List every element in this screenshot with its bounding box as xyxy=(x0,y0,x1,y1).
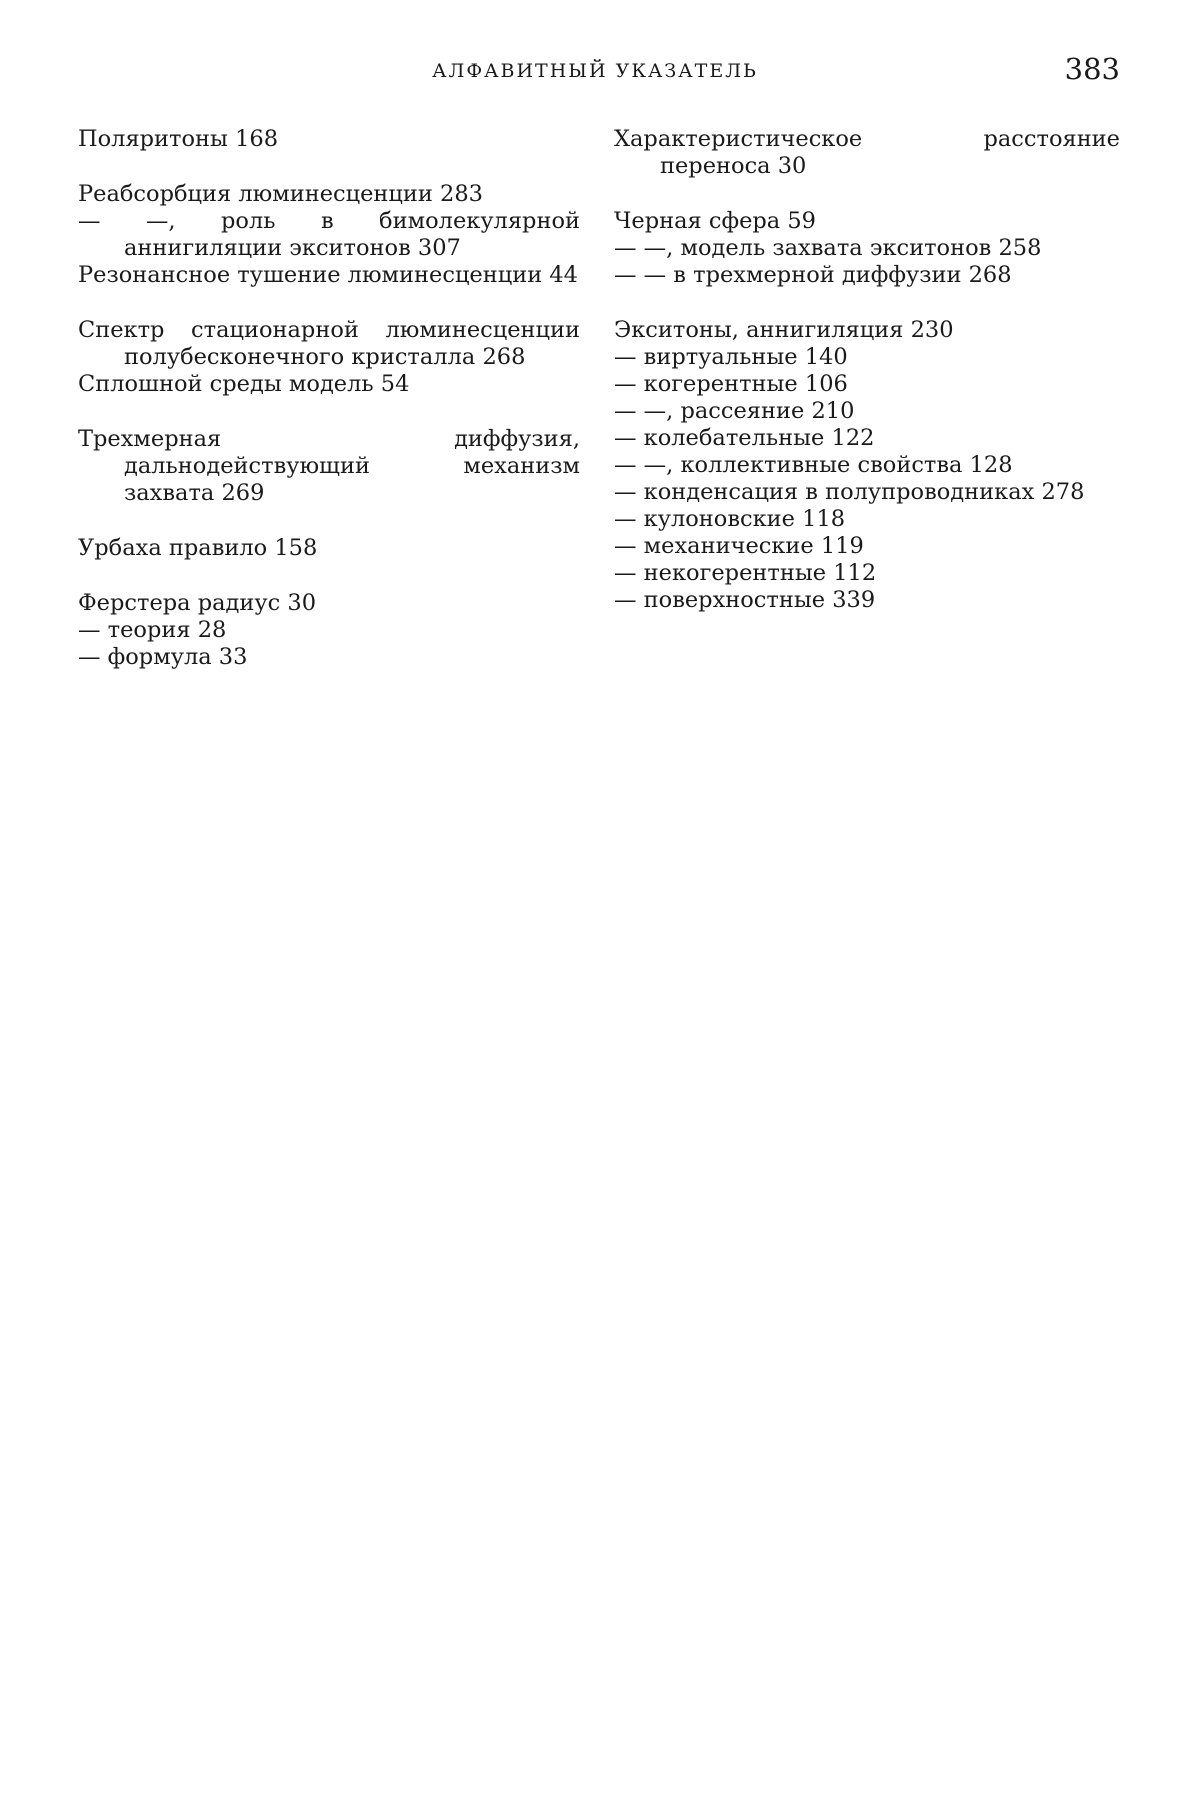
index-group xyxy=(78,535,580,562)
index-entry: — —, коллективные свойства 128 xyxy=(614,452,1013,478)
index-entry: Резонансное тушение люминесценции 44 xyxy=(78,262,578,288)
index-entry: — —, рассеяние 210 xyxy=(614,398,855,424)
index-group xyxy=(614,126,1120,180)
index-entry: Реабсорбция люминесценции 283 xyxy=(78,181,483,207)
page-number: 383 xyxy=(1064,52,1120,86)
index-entry: — теория 28 xyxy=(78,617,227,643)
index-group xyxy=(78,317,580,398)
index-entry: Сплошной среды модель 54 xyxy=(78,371,410,397)
index-entry: Поляритоны 168 xyxy=(78,126,279,152)
index-group xyxy=(614,208,1120,289)
index-entry: — поверхностные 339 xyxy=(614,587,876,613)
index-entry: Спектр стационарной люминесценции полубесконечного кристалла 268 xyxy=(78,317,580,370)
index-entry: — когерентные 106 xyxy=(614,371,848,397)
index-entry: — колебательные 122 xyxy=(614,425,875,451)
page-header xyxy=(70,52,1120,92)
index-entry: — —, роль в бимолекулярной аннигиляции экситонов 307 xyxy=(78,208,580,261)
index-group xyxy=(78,590,580,671)
index-entry: Черная сфера 59 xyxy=(614,208,816,234)
index-entry: — —, модель захвата экситонов 258 xyxy=(614,235,1042,261)
index-entry: — — в трехмерной диффузии 268 xyxy=(614,262,1012,288)
index-group xyxy=(614,317,1120,614)
index-entry: Трехмерная диффузия, дальнодействующий механизм захвата 269 xyxy=(78,426,580,506)
index-entry: Экситоны, аннигиляция 230 xyxy=(614,317,954,343)
index-column-right xyxy=(614,126,1120,642)
index-entry: — виртуальные 140 xyxy=(614,344,848,370)
index-entry: — кулоновские 118 xyxy=(614,506,846,532)
running-title: АЛФАВИТНЫЙ УКАЗАТЕЛЬ xyxy=(432,60,758,82)
index-entry: Урбаха правило 158 xyxy=(78,535,318,561)
index-group xyxy=(78,426,580,507)
index-entry: — конденсация в полупроводниках 278 xyxy=(614,479,1085,505)
index-entry: Ферстера радиус 30 xyxy=(78,590,317,616)
index-entry: — некогерентные 112 xyxy=(614,560,877,586)
index-column-left xyxy=(78,126,580,699)
index-entry: — формула 33 xyxy=(78,644,248,670)
index-group xyxy=(78,181,580,289)
index-group xyxy=(78,126,580,153)
index-entry: — механические 119 xyxy=(614,533,864,559)
index-entry: Характеристическое расстояние переноса 30 xyxy=(614,126,1120,179)
